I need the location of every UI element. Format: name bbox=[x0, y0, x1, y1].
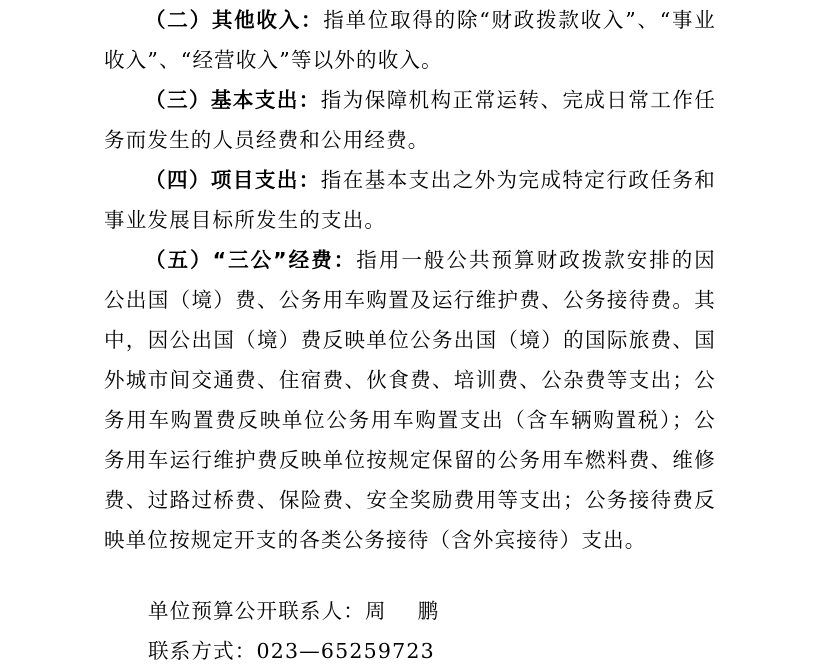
term-basic-expenditure: （三）基本支出： bbox=[145, 88, 321, 112]
definition-three-public-expenses: 指用一般公共预算财政拨款安排的因公出国（境）费、公务用车购置及运行维护费、公务接待费。其中，因公出国（境）费反映单位公务出国（境）的国际旅费、国外城市间交通费、住宿费、伙食费、培训费、公杂费等支出；公务用车购置费反映单位公务用车购置支出（含车辆购置税）；公务用车运行维护费反映单位按规定保留的公务用车燃料费、维修费、过路过桥费、保险费、安全奖励费用等支出；公务接待费反映单位按规定开支的各类公务接待（含外宾接待）支出。 bbox=[104, 248, 717, 552]
paragraph-project-expenditure bbox=[104, 160, 716, 240]
contact-person-label: 单位预算公开联系人： bbox=[148, 599, 365, 623]
definition-other-income: 指单位取得的除“财政拨款收入”、“事业收入”、“经营收入”等以外的收入。 bbox=[104, 8, 716, 72]
contact-person-name: 周 鹏 bbox=[365, 599, 440, 623]
term-project-expenditure: （四）项目支出： bbox=[145, 168, 321, 192]
contact-phone-label: 联系方式： bbox=[148, 639, 257, 663]
paragraph-three-public-expenses bbox=[104, 240, 716, 560]
contact-phone-value: 023—65259723 bbox=[256, 639, 435, 663]
contact-phone-line bbox=[148, 636, 435, 666]
contact-person-line bbox=[148, 596, 439, 626]
paragraph-basic-expenditure bbox=[104, 80, 716, 160]
term-three-public-expenses: （五）“三公”经费： bbox=[145, 248, 357, 272]
definition-project-expenditure: 指在基本支出之外为完成特定行政任务和事业发展目标所发生的支出。 bbox=[104, 168, 716, 232]
paragraph-other-income bbox=[104, 0, 716, 80]
definition-basic-expenditure: 指为保障机构正常运转、完成日常工作任务而发生的人员经费和公用经费。 bbox=[104, 88, 716, 152]
term-other-income: （二）其他收入： bbox=[145, 8, 324, 32]
